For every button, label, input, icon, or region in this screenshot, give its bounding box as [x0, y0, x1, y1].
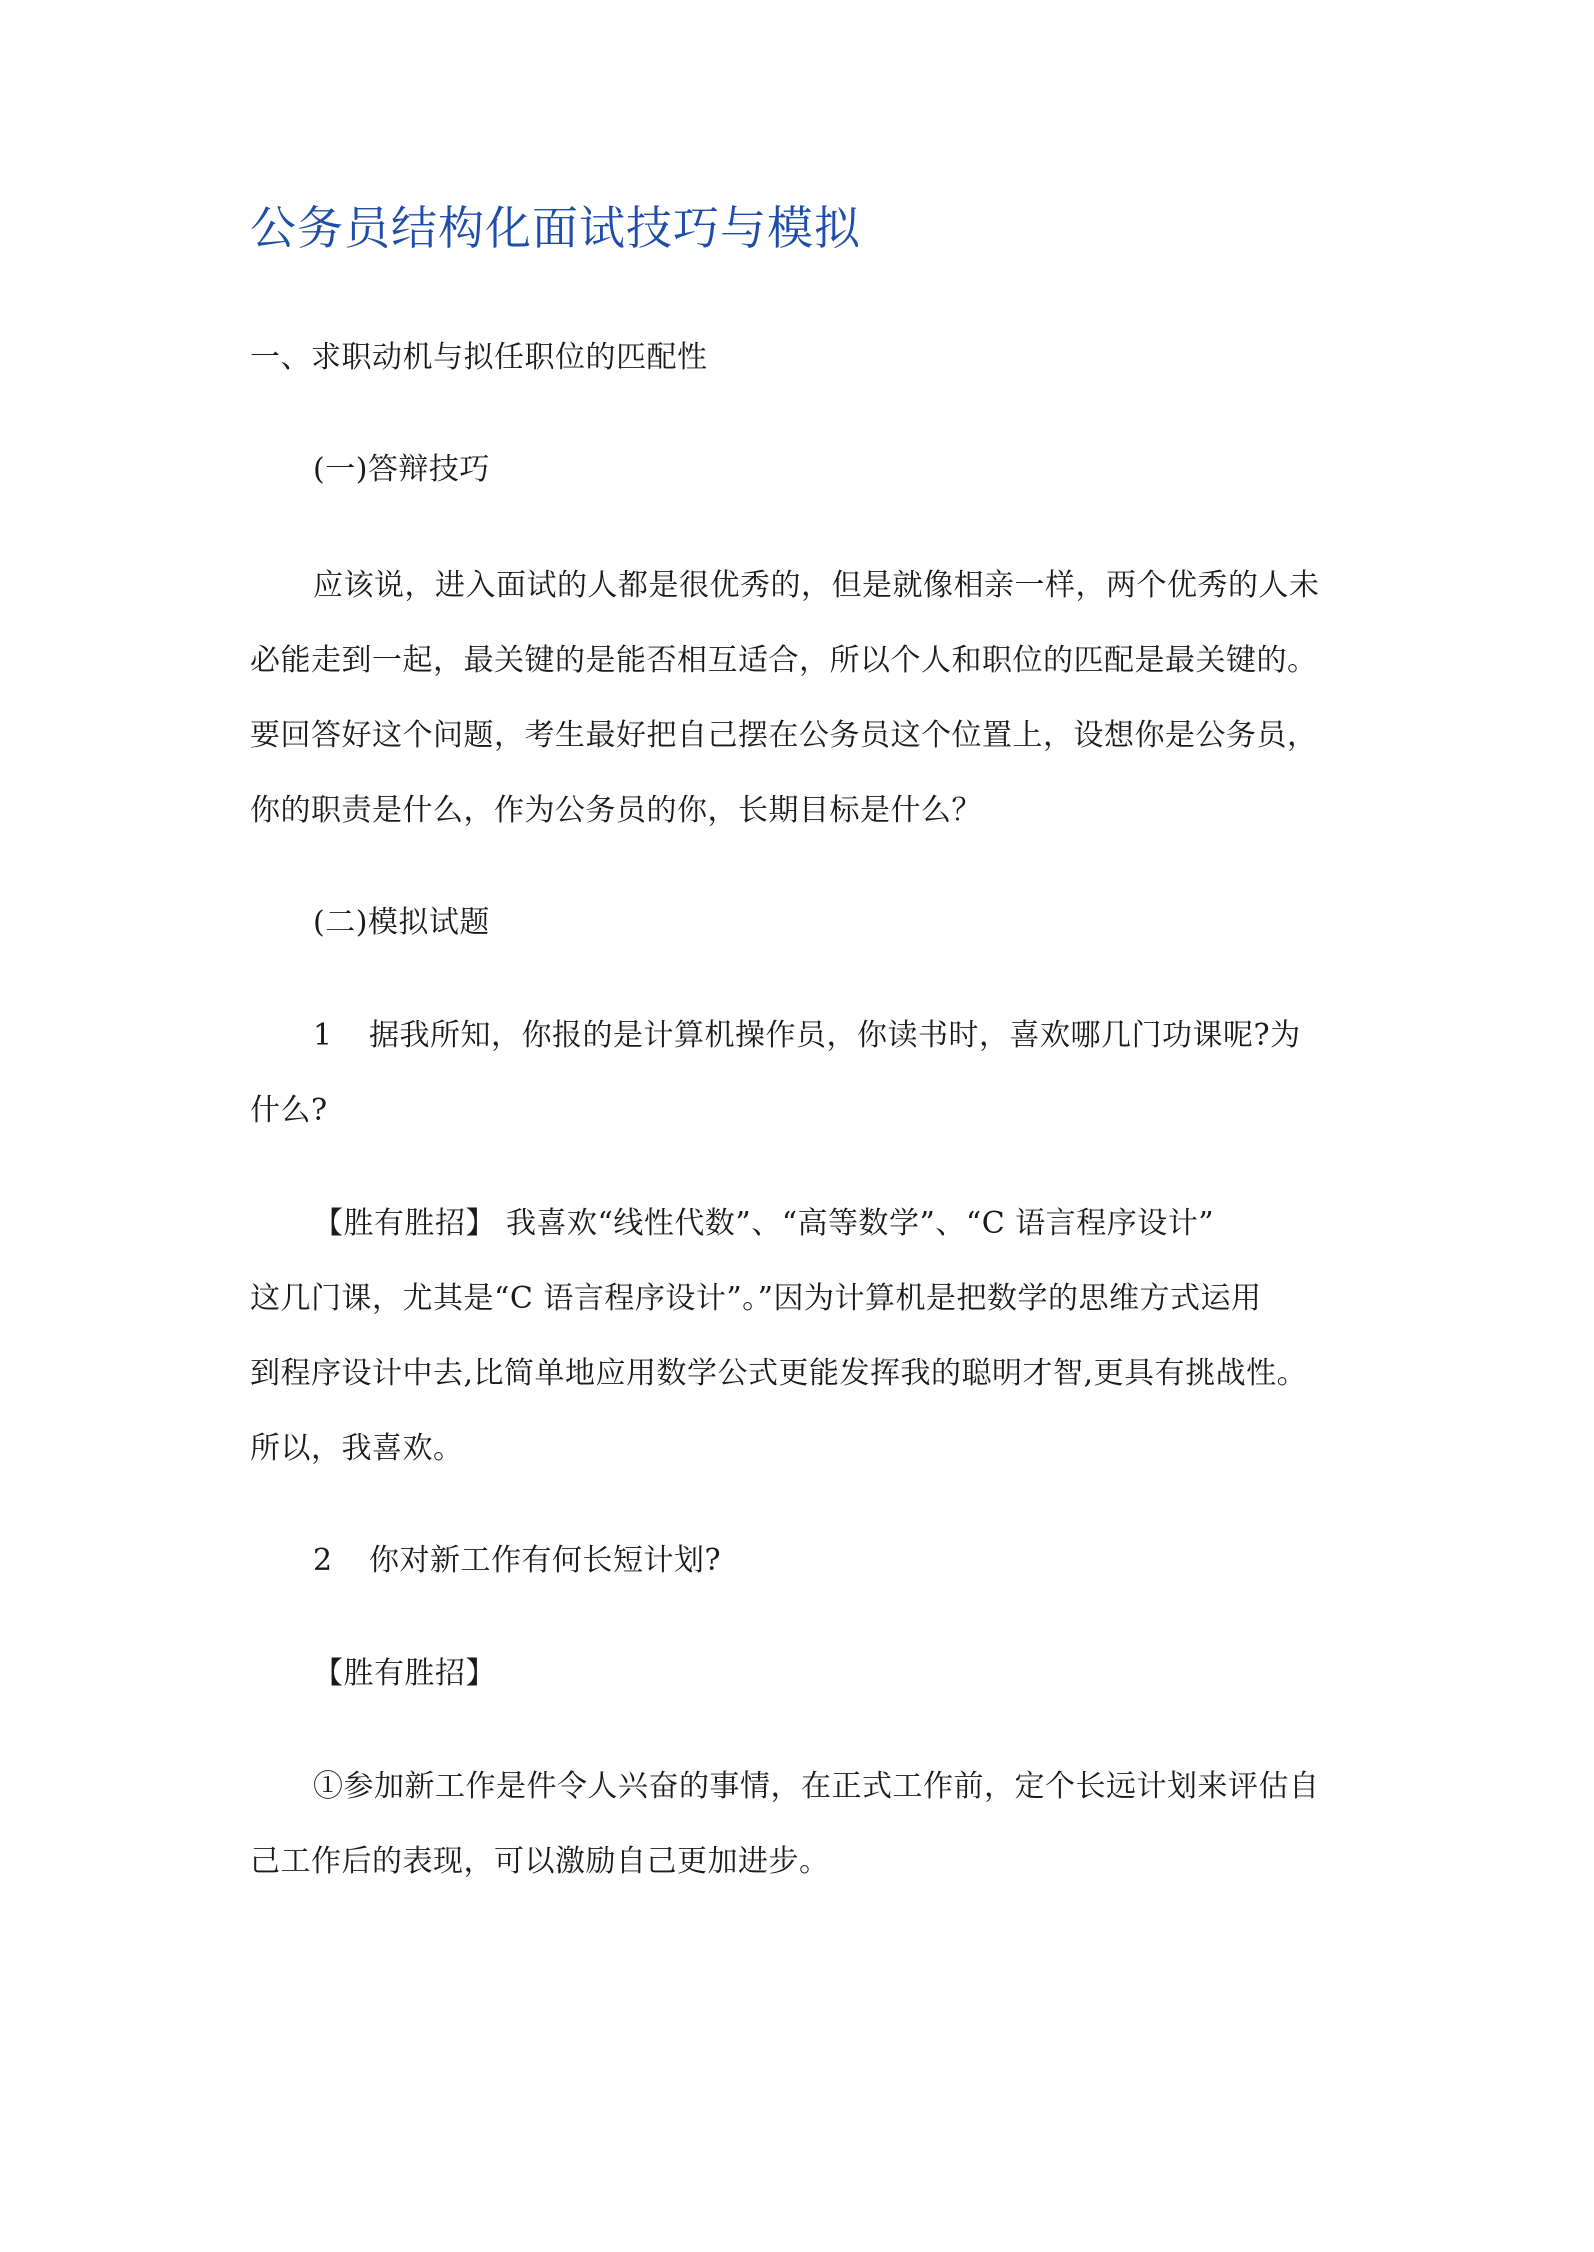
- question-number: 2: [313, 1543, 333, 1578]
- answer-line: 己工作后的表现，可以激励自己更加进步。: [250, 1844, 830, 1879]
- question-line: [313, 1018, 1301, 1053]
- paragraph-line: 应该说，进入面试的人都是很优秀的，但是就像相亲一样，两个优秀的人未: [313, 568, 1320, 603]
- question-text: 据我所知，你报的是计算机操作员，你读书时，喜欢哪几门功课呢?为: [369, 1018, 1301, 1053]
- answer-line: 所以，我喜欢。: [250, 1431, 464, 1466]
- subsection-heading-mock: (二)模拟试题: [313, 905, 490, 940]
- paragraph-line: 你的职责是什么，作为公务员的你，长期目标是什么？: [250, 793, 982, 828]
- page-title: 公务员结构化面试技巧与模拟: [250, 201, 861, 255]
- answer-label: 【胜有胜招】: [313, 1656, 496, 1691]
- answer-line: 这几门课，尤其是“C 语言程序设计”。”因为计算机是把数学的思维方式运用: [250, 1281, 1262, 1316]
- answer-line: 【胜有胜招】 我喜欢“线性代数”、“高等数学”、“C 语言程序设计”: [313, 1206, 1215, 1241]
- paragraph-line: 必能走到一起，最关键的是能否相互适合，所以个人和职位的匹配是最关键的。: [250, 643, 1318, 678]
- question-text: 你对新工作有何长短计划?: [369, 1543, 722, 1578]
- paragraph-line: 要回答好这个问题，考生最好把自己摆在公务员这个位置上，设想你是公务员，: [250, 718, 1318, 753]
- question-line: [313, 1543, 722, 1578]
- section-heading: 一、求职动机与拟任职位的匹配性: [250, 340, 708, 375]
- question-number: 1: [313, 1018, 333, 1053]
- question-line: 什么?: [250, 1093, 328, 1128]
- subsection-heading-tips: (一)答辩技巧: [313, 452, 490, 487]
- answer-line: 到程序设计中去,比简单地应用数学公式更能发挥我的聪明才智,更具有挑战性。: [250, 1356, 1308, 1391]
- answer-line: ①参加新工作是件令人兴奋的事情，在正式工作前，定个长远计划来评估自: [313, 1769, 1320, 1804]
